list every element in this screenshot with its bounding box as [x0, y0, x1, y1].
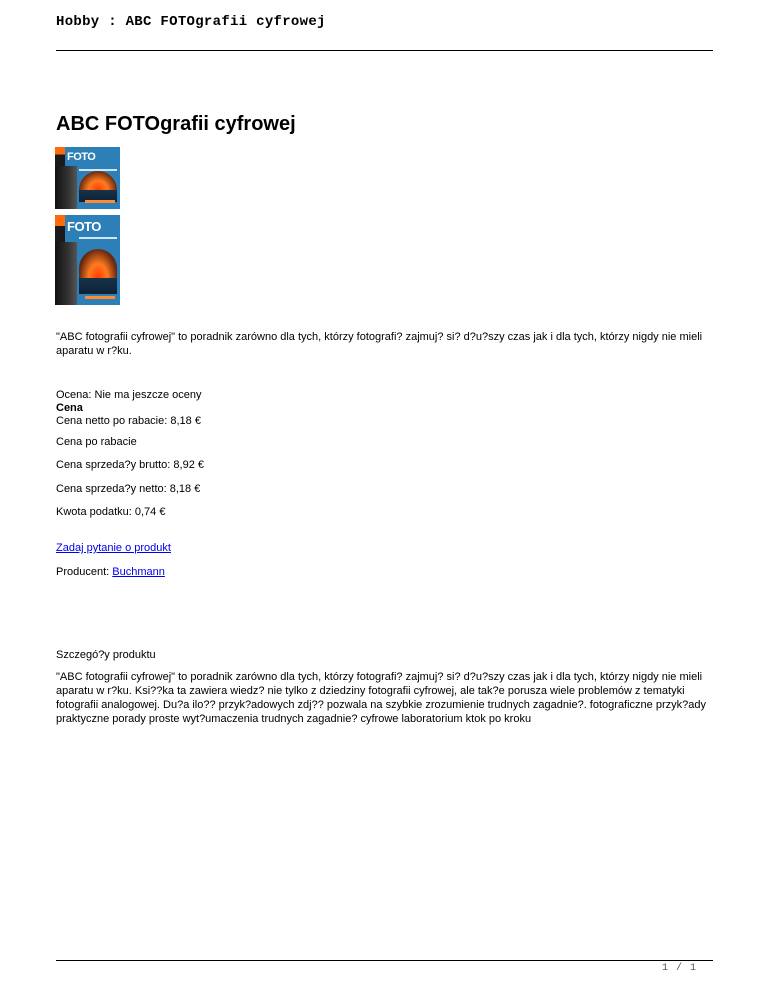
producer-label: Producent:	[56, 566, 113, 578]
producer-row	[56, 565, 165, 579]
cover-water-photo	[79, 278, 117, 294]
cover-sunset-photo	[79, 171, 117, 191]
header-divider	[56, 50, 713, 51]
rating-text: Ocena: Nie ma jeszcze oceny	[56, 389, 202, 401]
details-text: "ABC fotografii cyfrowej" to poradnik zarówno dla tych, którzy fotografi? zajmuj? si? d?u?szy czas jak i dla tych, którzy nigdy nie mieli aparatu w r?ku. Ksi??ka ta zawiera wiedz? nie tylko z dziedziny fotografii cyfrowej, ale tak?e porusza wiele problemów z tematyki fotografii analogowej. Du?a ilo?? przyk?adowych zdj?? pozwala na szybkie zrozumienie trudnych zagadnie?. fotograficzne przyk?ady praktyczne porady proste wyt?umaczenia trudnych zagadnie? cyfrowe laboratorium ktok po kroku	[56, 671, 706, 725]
cover-publisher-mark	[85, 200, 115, 203]
ask-question-link[interactable]: Zadaj pytanie o produkt	[56, 542, 171, 554]
price-brutto: Cena sprzeda?y brutto: 8,92 €	[56, 459, 204, 471]
price-heading: Cena	[56, 402, 83, 414]
footer-divider	[56, 960, 713, 961]
page-title: ABC FOTOgrafii cyfrowej	[56, 113, 296, 135]
details-heading: Szczegó?y produktu	[56, 649, 156, 661]
price-after-discount: Cena po rabacie	[56, 436, 137, 448]
running-header-title: Hobby : ABC FOTOgrafii cyfrowej	[56, 14, 326, 30]
tax-amount: Kwota podatku: 0,74 €	[56, 506, 166, 518]
camera-graphic	[55, 166, 77, 209]
price-netto-discount: Cena netto po rabacie: 8,18 €	[56, 415, 201, 427]
cover-publisher-mark	[85, 296, 115, 299]
cover-logo-text: FOTO	[67, 151, 96, 163]
ask-question-row	[56, 541, 171, 555]
cover-subtitle-bar	[79, 237, 117, 239]
price-netto: Cena sprzeda?y netto: 8,18 €	[56, 483, 201, 495]
camera-graphic	[55, 242, 77, 305]
producer-link[interactable]: Buchmann	[112, 566, 165, 578]
product-thumbnail[interactable]	[55, 147, 120, 209]
product-intro: "ABC fotografii cyfrowej" to poradnik zarówno dla tych, którzy fotografi? zajmuj? si? d?u?szy czas jak i dla tych, którzy nigdy nie mieli aparatu w r?ku.	[56, 331, 703, 357]
page-number: 1 / 1	[662, 963, 698, 974]
cover-logo-text: FOTO	[67, 219, 101, 234]
cover-sunset-photo	[79, 249, 117, 278]
product-image[interactable]	[55, 215, 120, 305]
